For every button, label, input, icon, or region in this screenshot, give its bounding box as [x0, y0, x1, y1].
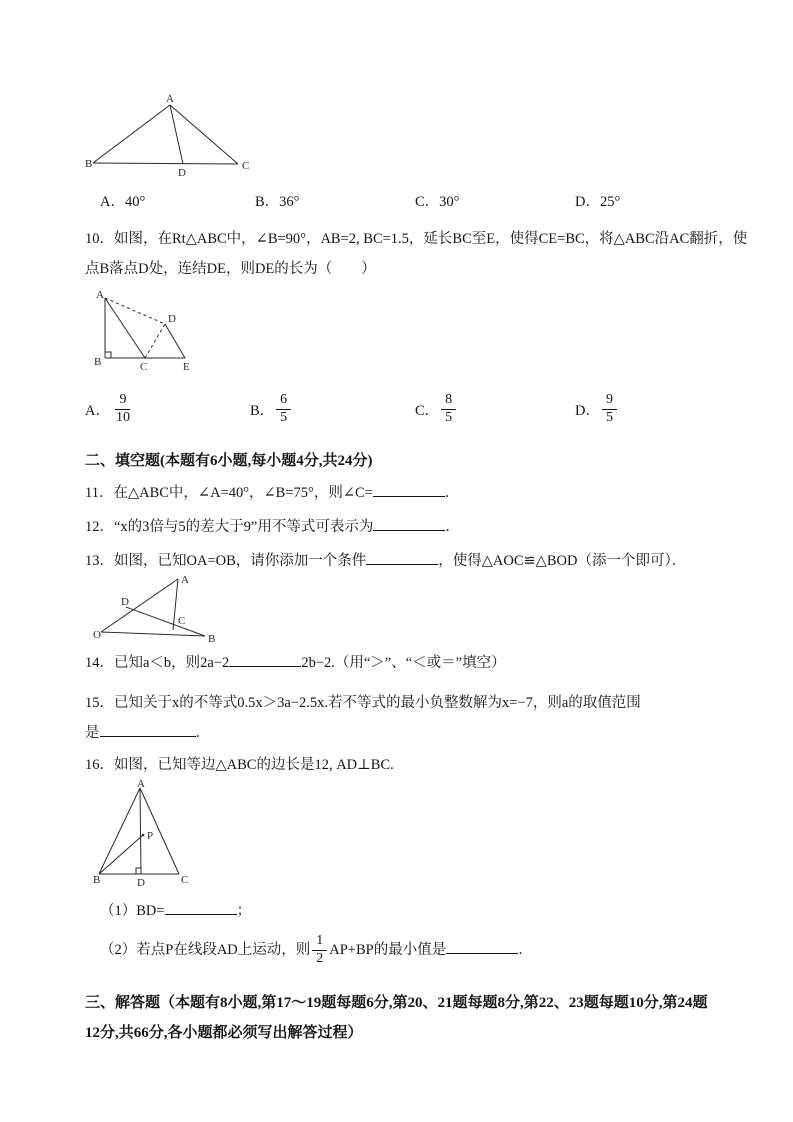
fraction-numerator: 6 — [276, 392, 291, 410]
answer-blank-q16-1 — [165, 900, 237, 915]
edge-bc — [93, 163, 238, 164]
answer-blank-q16-2 — [446, 939, 518, 954]
fraction — [602, 392, 617, 427]
question-11-period: ． — [444, 485, 460, 501]
answer-blank-q15 — [100, 722, 196, 737]
vertex-label-d: D — [121, 596, 129, 608]
vertex-label-a: A — [137, 780, 145, 790]
vertex-label-e: E — [183, 361, 190, 373]
q10-option-c — [415, 392, 458, 427]
point-p — [142, 834, 145, 837]
question-10 — [85, 224, 748, 284]
q10-option-a — [85, 392, 136, 427]
question-16-part1-tail: ； — [236, 903, 252, 919]
question-15-line2 — [85, 718, 723, 748]
question-16-part1-text: （1）BD= — [100, 903, 165, 919]
section-3-header — [85, 988, 723, 1048]
question-11-text: 11．在△ABC中，∠A=40°，∠B=75°，则∠C= — [85, 485, 373, 501]
section-3-line2: 12分,共66分,各小题都必须写出解答过程） — [85, 1025, 363, 1041]
vertex-label-c: C — [140, 361, 148, 373]
question-14-tail: 2b−2.（用“＞”、“＜或＝”填空） — [301, 655, 506, 671]
vertex-label-a: A — [181, 574, 189, 586]
question-16: 16．如图，已知等边△ABC的边长是12, AD⊥BC. — [85, 757, 394, 773]
question-15-line1: 15．已知关于x的不等式0.5x＞3a−2.5x.若不等式的最小负整数解为x=−7，则a的取值范围 — [85, 695, 641, 711]
edge-ab — [99, 788, 140, 874]
q9-options-row — [85, 190, 723, 212]
vertex-label-a: A — [96, 289, 104, 301]
edge-ac — [140, 788, 179, 874]
vertex-label-d: D — [137, 877, 145, 888]
vertex-label-d: D — [178, 167, 186, 178]
q10-option-a-label: A． — [85, 402, 110, 419]
fraction-denominator: 5 — [605, 409, 613, 425]
q9-option-d: D．25° — [575, 194, 621, 210]
question-14 — [85, 652, 723, 674]
fraction-denominator: 10 — [115, 409, 130, 425]
edge-ab — [93, 105, 170, 163]
vertex-label-b: B — [93, 874, 101, 886]
diagram-q16-triangle — [93, 780, 193, 888]
question-13-tail: ，使得△AOC≌△BOD（添一个即可）． — [438, 553, 687, 569]
edge-ac — [170, 105, 238, 164]
fraction — [441, 392, 456, 427]
segment-ad — [170, 105, 183, 164]
question-16-part2-period: ． — [518, 942, 533, 958]
vertex-label-d: D — [168, 313, 176, 325]
answer-blank-q11 — [373, 482, 445, 497]
question-16-part2-pre: （2）若点P在线段AD上运动，则 — [100, 942, 311, 958]
question-13 — [85, 550, 723, 572]
vertex-label-b: B — [85, 158, 93, 170]
vertex-label-p: P — [147, 830, 154, 842]
question-15-period: ． — [195, 725, 210, 741]
section-2-header: 二、填空题(本题有6小题,每小题4分,共24分) — [85, 453, 373, 469]
diagram-q13-congruent — [93, 574, 218, 644]
fraction-numerator: 8 — [441, 392, 456, 410]
ray-oa — [101, 579, 178, 632]
q10-options-row — [85, 390, 723, 436]
fraction-denominator: 5 — [445, 409, 453, 425]
question-13-text: 13．如图，已知OA=OB，请你添加一个条件 — [85, 553, 367, 569]
fraction-one-half — [312, 933, 327, 968]
question-10-line2: 点B落点D处，连结DE，则DE的长为（ ） — [85, 261, 376, 277]
q9-option-b: B．36° — [255, 194, 300, 210]
right-angle-mark-d — [136, 868, 141, 874]
q10-option-c-label: C． — [415, 402, 440, 419]
question-15 — [85, 688, 723, 748]
vertex-label-c: C — [181, 874, 189, 886]
question-10-line1: 10．如图，在Rt△ABC中，∠B=90°，AB=2, BC=1.5，延长BC至E，使得CE=BC，将△ABC沿AC翻折，使 — [85, 231, 748, 247]
diagram-q9-triangle — [85, 93, 260, 178]
question-16-part1 — [85, 900, 723, 922]
fraction — [276, 392, 291, 427]
q9-option-a: A．40° — [100, 194, 146, 210]
question-16-part2-mid: AP+BP的最小值是 — [329, 942, 447, 958]
vertex-label-o: O — [93, 629, 101, 641]
question-14-text: 14．已知a＜b，则2a−2 — [85, 655, 230, 671]
section-3-line1: 三、解答题（本题有8小题,第17～19题每题6分,第20、21题每题8分,第22、23题每题10分,第24题 — [85, 995, 708, 1011]
fraction-denominator: 5 — [280, 409, 288, 425]
edge-ac — [105, 298, 145, 358]
question-16-part2 — [85, 932, 723, 968]
vertex-label-a: A — [166, 93, 174, 105]
q9-option-c: C．30° — [415, 194, 460, 210]
segment-ad — [140, 788, 141, 874]
fraction-numerator: 1 — [312, 933, 327, 951]
right-angle-mark-b — [105, 352, 111, 358]
fraction-denominator: 2 — [316, 951, 324, 967]
vertex-label-c: C — [178, 615, 186, 627]
segment-cd — [145, 324, 165, 358]
q10-option-b — [250, 392, 293, 427]
question-12-period: ． — [445, 519, 460, 535]
diagram-q10-fold — [93, 288, 208, 374]
q10-option-b-label: B． — [250, 402, 275, 419]
question-12-text: 12．“x的3倍与5的差大于9”用不等式可表示为 — [85, 519, 374, 535]
question-12 — [85, 516, 723, 538]
ray-ob — [101, 632, 205, 636]
vertex-label-c: C — [242, 160, 250, 172]
q10-option-d-label: D． — [575, 402, 600, 419]
answer-blank-q14 — [229, 652, 301, 667]
question-15-line2-pre: 是 — [85, 725, 100, 741]
vertex-label-b: B — [208, 633, 216, 644]
segment-de — [165, 324, 185, 358]
vertex-label-b: B — [94, 356, 102, 368]
fraction-numerator: 9 — [602, 392, 617, 410]
answer-blank-q12 — [373, 516, 445, 531]
fraction — [112, 392, 134, 427]
fraction-numerator: 9 — [115, 392, 130, 410]
answer-blank-q13 — [366, 550, 438, 565]
segment-db — [126, 607, 205, 636]
q10-option-d — [575, 392, 619, 427]
question-11 — [85, 482, 723, 504]
